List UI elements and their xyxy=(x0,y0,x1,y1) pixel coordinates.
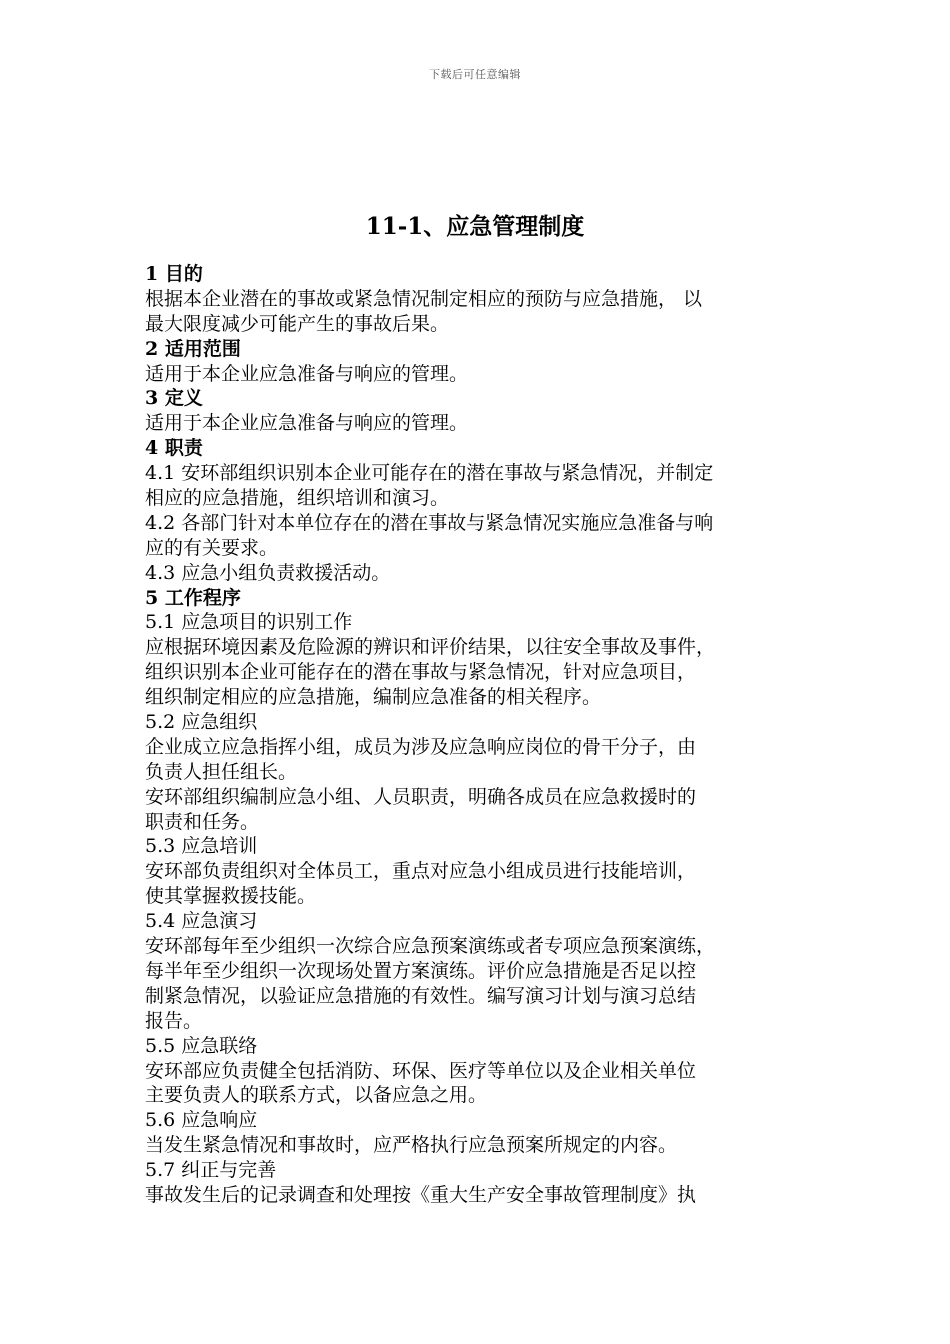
body-text-line: 适用于本企业应急准备与响应的管理。 xyxy=(145,362,469,385)
body-text-line: 5.5 应急联络 xyxy=(145,1034,258,1057)
body-text-line: 使其掌握救援技能。 xyxy=(145,885,317,908)
document-body xyxy=(145,262,825,1208)
section-heading: 1 目的 xyxy=(145,263,203,285)
body-text-line: 主要负责人的联系方式，以备应急之用。 xyxy=(145,1084,488,1107)
body-text-line: 5.6 应急响应 xyxy=(145,1109,258,1132)
body-text-line: 企业成立应急指挥小组，成员为涉及应急响应岗位的骨干分子，由 xyxy=(145,735,697,758)
body-text-line: 当发生紧急情况和事故时，应严格执行应急预案所规定的内容。 xyxy=(145,1134,678,1157)
body-text-line: 组织识别本企业可能存在的潜在事故与紧急情况，针对应急项目， xyxy=(145,661,697,684)
body-text-line: 组织制定相应的应急措施，编制应急准备的相关程序。 xyxy=(145,686,602,709)
body-text-line: 适用于本企业应急准备与响应的管理。 xyxy=(145,412,469,435)
body-text-line: 制紧急情况，以验证应急措施的有效性。编写演习计划与演习总结 xyxy=(145,984,697,1007)
body-text-line: 安环部组织编制应急小组、人员职责，明确各成员在应急救援时的 xyxy=(145,785,697,808)
section-heading: 4 职责 xyxy=(145,437,203,460)
body-text-line: 5.3 应急培训 xyxy=(145,835,258,858)
body-text-line: 5.4 应急演习 xyxy=(145,910,258,933)
body-text-line: 安环部负责组织对全体员工，重点对应急小组成员进行技能培训， xyxy=(145,860,697,883)
body-text-line: 4.2 各部门针对本单位存在的潜在事故与紧急情况实施应急准备与响 xyxy=(145,511,714,534)
body-text-line: 最大限度减少可能产生的事故后果。 xyxy=(145,312,450,335)
body-text-line: 报告。 xyxy=(145,1009,203,1032)
body-text-line: 每半年至少组织一次现场处置方案演练。评价应急措施是否足以控 xyxy=(145,959,697,982)
body-text-line: 职责和任务。 xyxy=(145,810,260,833)
section-heading: 5 工作程序 xyxy=(145,586,241,609)
section-heading: 3 定义 xyxy=(145,387,203,410)
body-text-line: 5.2 应急组织 xyxy=(145,711,258,734)
body-text-line: 负责人担任组长。 xyxy=(145,760,298,783)
section-heading: 2 适用范围 xyxy=(145,337,241,360)
body-text-line: 应的有关要求。 xyxy=(145,536,279,559)
body-text-line: 根据本企业潜在的事故或紧急情况制定相应的预防与应急措施， 以 xyxy=(145,287,703,310)
body-text-line: 事故发生后的记录调查和处理按《重大生产安全事故管理制度》执 xyxy=(145,1183,697,1206)
body-text-line: 4.1 安环部组织识别本企业可能存在的潜在事故与紧急情况，并制定 xyxy=(145,462,714,485)
body-text-line: 4.3 应急小组负责救援活动。 xyxy=(145,561,391,584)
body-text-line: 应根据环境因素及危险源的辨识和评价结果，以往安全事故及事件， xyxy=(145,636,716,659)
body-text-line: 相应的应急措施，组织培训和演习。 xyxy=(145,487,450,510)
body-text-line: 5.1 应急项目的识别工作 xyxy=(145,611,353,634)
body-text-line: 安环部每年至少组织一次综合应急预案演练或者专项应急预案演练， xyxy=(145,935,716,958)
body-text-line: 5.7 纠正与完善 xyxy=(145,1159,277,1182)
body-text-line: 安环部应负责健全包括消防、环保、医疗等单位以及企业相关单位 xyxy=(145,1059,697,1082)
document-title: 11-1、应急管理制度 xyxy=(365,213,585,240)
page-header-note: 下载后可任意编辑 xyxy=(429,68,521,81)
